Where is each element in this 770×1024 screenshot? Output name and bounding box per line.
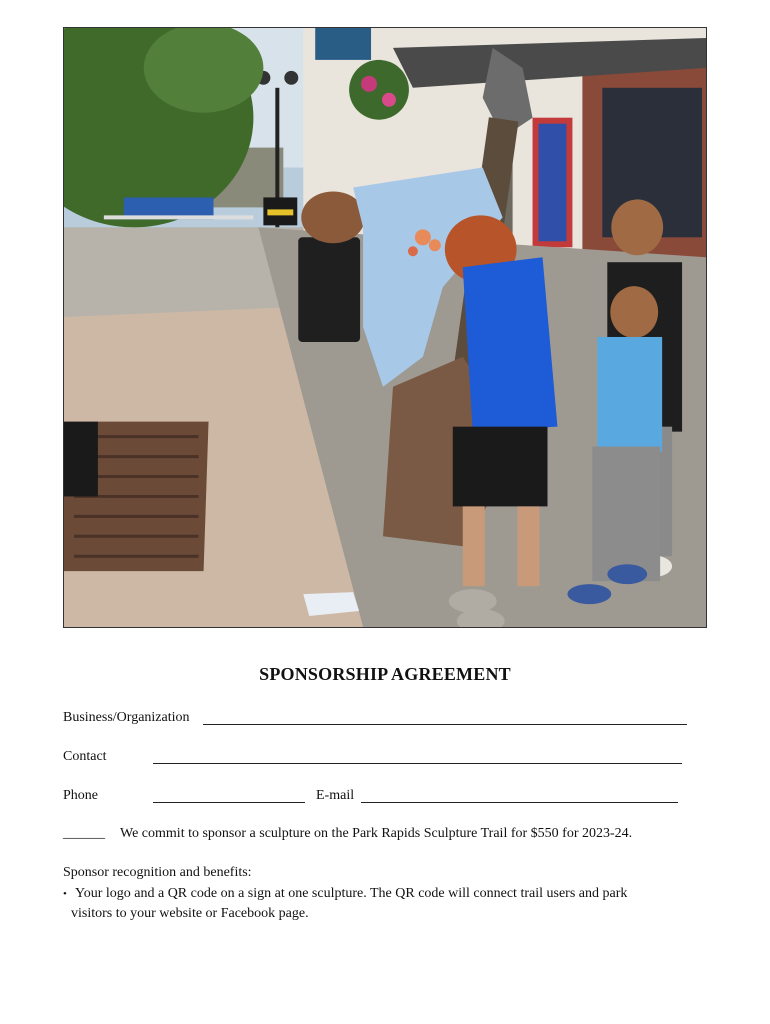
benefit-line-2: visitors to your website or Facebook page.	[71, 906, 309, 921]
agreement-title: SPONSORSHIP AGREEMENT	[259, 664, 511, 684]
email-field[interactable]	[361, 788, 678, 803]
phone-label: Phone	[63, 788, 98, 803]
photo-kid2-head	[611, 199, 663, 255]
business-field[interactable]	[203, 710, 687, 725]
benefits-heading: Sponsor recognition and benefits:	[63, 865, 252, 880]
email-label: E-mail	[316, 788, 355, 803]
commit-text: We commit to sponsor a sculpture on the Park Rapids Sculpture Trail for $550 for 2023-24.	[120, 826, 633, 841]
phone-field[interactable]	[153, 788, 305, 803]
photo-illustration	[64, 28, 706, 627]
benefit-line-1: Your logo and a QR code on a sign at one sculpture. The QR code will connect trail users and park	[75, 886, 628, 901]
bullet-icon: •	[63, 888, 67, 900]
contact-label: Contact	[63, 749, 107, 764]
photo-kid1-shirt	[463, 257, 558, 431]
benefit-item	[63, 884, 683, 921]
commit-blank[interactable]: ______	[63, 826, 105, 841]
sculpture-photo	[63, 27, 707, 628]
contact-field[interactable]	[153, 749, 682, 764]
photo-kid3-head	[610, 286, 658, 338]
business-label: Business/Organization	[63, 710, 190, 725]
photo-man-head	[301, 191, 365, 243]
